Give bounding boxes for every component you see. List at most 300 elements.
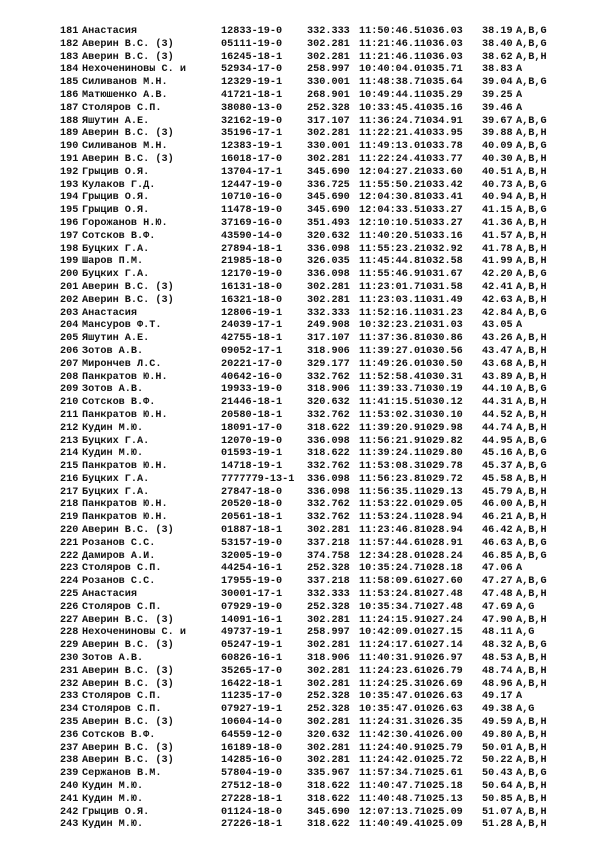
points: 40.94 xyxy=(482,192,513,204)
categories: A,B,H xyxy=(516,678,547,690)
points: 43.26 xyxy=(482,333,513,345)
fancier-name: Буцких Г.А. xyxy=(82,435,150,447)
fancier-name: Сержанов В.М. xyxy=(82,768,162,780)
arrival-time: 11:39:33.7 xyxy=(359,384,421,396)
categories: A,B,H xyxy=(516,294,547,306)
row-number: 228 xyxy=(60,627,79,639)
speed: 1031.58 xyxy=(420,281,463,293)
categories: A,B,H xyxy=(516,51,547,63)
categories: A,B,H xyxy=(516,345,547,357)
points: 51.28 xyxy=(482,819,513,831)
categories: A,B,H xyxy=(516,128,547,140)
points: 44.74 xyxy=(482,422,513,434)
points: 48.74 xyxy=(482,665,513,677)
arrival-time: 11:56:35.1 xyxy=(359,486,421,498)
fancier-name: Буцких Г.А. xyxy=(82,473,150,485)
ring-number: 44254-16-1 xyxy=(221,563,283,575)
speed: 1035.16 xyxy=(420,102,463,114)
arrival-time: 11:57:44.6 xyxy=(359,537,421,549)
arrival-time: 11:53:24.1 xyxy=(359,512,421,524)
categories: A,B,G xyxy=(516,461,547,473)
distance: 318.622 xyxy=(307,448,350,460)
arrival-time: 10:42:09.0 xyxy=(359,627,421,639)
categories: A,B,H xyxy=(516,525,547,537)
row-number: 185 xyxy=(60,77,79,89)
row-number: 226 xyxy=(60,601,79,613)
fancier-name: Аверин В.С. (3) xyxy=(82,294,174,306)
arrival-time: 12:34:28.0 xyxy=(359,550,421,562)
categories: A,B,G xyxy=(516,640,547,652)
points: 47.27 xyxy=(482,576,513,588)
distance: 252.328 xyxy=(307,601,350,613)
categories: A,B,H xyxy=(516,217,547,229)
ring-number: 32005-19-0 xyxy=(221,550,283,562)
points: 39.25 xyxy=(482,89,513,101)
categories: A xyxy=(516,563,523,575)
points: 47.48 xyxy=(482,589,513,601)
categories: A,B,H xyxy=(516,371,547,383)
fancier-name: Столяров С.П. xyxy=(82,601,162,613)
speed: 1030.19 xyxy=(420,384,463,396)
row-number: 181 xyxy=(60,26,79,37)
categories: A,B,H xyxy=(516,243,547,255)
ring-number: 01593-19-1 xyxy=(221,448,283,460)
arrival-time: 12:04:30.8 xyxy=(359,192,421,204)
points: 42.84 xyxy=(482,307,513,319)
fancier-name: Нехочениновы С. и xyxy=(82,64,186,76)
fancier-name: Аверин В.С. (3) xyxy=(82,755,174,767)
ring-number: 35196-17-1 xyxy=(221,128,283,140)
fancier-name: Аверин В.С. (3) xyxy=(82,717,174,729)
row-number: 207 xyxy=(60,358,79,370)
points: 39.67 xyxy=(482,115,513,127)
distance: 318.622 xyxy=(307,422,350,434)
ring-number: 12447-19-0 xyxy=(221,179,283,191)
row-number: 203 xyxy=(60,307,79,319)
fancier-name: Шаров П.М. xyxy=(82,256,144,268)
categories: A,G xyxy=(516,704,535,716)
points: 40.51 xyxy=(482,166,513,178)
speed: 1030.31 xyxy=(420,371,463,383)
arrival-time: 11:24:25.3 xyxy=(359,678,421,690)
distance: 302.281 xyxy=(307,665,350,677)
fancier-name: Зотов А.В. xyxy=(82,653,144,665)
categories: A,B,G xyxy=(516,576,547,588)
arrival-time: 11:24:17.6 xyxy=(359,640,421,652)
categories: A xyxy=(516,320,523,332)
arrival-time: 11:52:16.1 xyxy=(359,307,421,319)
row-number: 184 xyxy=(60,64,79,76)
distance: 302.281 xyxy=(307,525,350,537)
row-number: 201 xyxy=(60,281,79,293)
fancier-name: Яшутин А.Е. xyxy=(82,333,150,345)
fancier-name: Панкратов Ю.Н. xyxy=(82,499,168,511)
fancier-name: Столяров С.П. xyxy=(82,102,162,114)
ring-number: 18091-17-0 xyxy=(221,422,283,434)
ring-number: 40642-16-0 xyxy=(221,371,283,383)
speed: 1029.72 xyxy=(420,473,463,485)
row-number: 219 xyxy=(60,512,79,524)
ring-number: 49737-19-1 xyxy=(221,627,283,639)
fancier-name: Нехочениновы С. и xyxy=(82,627,186,639)
distance: 336.098 xyxy=(307,473,350,485)
row-number: 192 xyxy=(60,166,79,178)
ring-number: 05247-19-1 xyxy=(221,640,283,652)
arrival-time: 11:56:23.8 xyxy=(359,473,421,485)
categories: A,B,G xyxy=(516,307,547,319)
speed: 1030.86 xyxy=(420,333,463,345)
ring-number: 07929-19-0 xyxy=(221,601,283,613)
fancier-name: Аверин В.С. (3) xyxy=(82,51,174,63)
row-number: 200 xyxy=(60,269,79,281)
points: 41.78 xyxy=(482,243,513,255)
distance: 258.997 xyxy=(307,64,350,76)
arrival-time: 11:55:23.2 xyxy=(359,243,421,255)
speed: 1025.72 xyxy=(420,755,463,767)
distance: 252.328 xyxy=(307,704,350,716)
categories: A,B,H xyxy=(516,512,547,524)
row-number: 237 xyxy=(60,742,79,754)
categories: A,B,H xyxy=(516,409,547,421)
speed: 1036.03 xyxy=(420,26,463,37)
row-number: 220 xyxy=(60,525,79,537)
distance: 337.218 xyxy=(307,576,350,588)
fancier-name: Анастасия xyxy=(82,307,138,319)
distance: 302.281 xyxy=(307,38,350,50)
arrival-time: 11:24:31.3 xyxy=(359,717,421,729)
points: 50.85 xyxy=(482,793,513,805)
row-number: 236 xyxy=(60,729,79,741)
categories: A,B,G xyxy=(516,448,547,460)
speed: 1025.79 xyxy=(420,742,463,754)
row-number: 230 xyxy=(60,653,79,665)
row-number: 189 xyxy=(60,128,79,140)
distance: 336.725 xyxy=(307,179,350,191)
ring-number: 16189-18-0 xyxy=(221,742,283,754)
points: 42.41 xyxy=(482,281,513,293)
arrival-time: 11:24:15.9 xyxy=(359,614,421,626)
arrival-time: 11:50:46.5 xyxy=(359,26,421,37)
row-number: 182 xyxy=(60,38,79,50)
distance: 345.690 xyxy=(307,192,350,204)
categories: A,B,H xyxy=(516,742,547,754)
distance: 332.762 xyxy=(307,512,350,524)
speed: 1033.60 xyxy=(420,166,463,178)
categories: A xyxy=(516,64,523,76)
speed: 1029.05 xyxy=(420,499,463,511)
distance: 252.328 xyxy=(307,691,350,703)
points: 47.69 xyxy=(482,601,513,613)
arrival-time: 11:24:42.0 xyxy=(359,755,421,767)
row-number: 240 xyxy=(60,781,79,793)
points: 46.21 xyxy=(482,512,513,524)
row-number: 242 xyxy=(60,806,79,818)
distance: 337.218 xyxy=(307,537,350,549)
distance: 335.967 xyxy=(307,768,350,780)
ring-number: 12383-19-1 xyxy=(221,141,283,153)
row-number: 222 xyxy=(60,550,79,562)
points: 38.62 xyxy=(482,51,513,63)
speed: 1031.67 xyxy=(420,269,463,281)
arrival-time: 11:57:34.7 xyxy=(359,768,421,780)
speed: 1028.24 xyxy=(420,550,463,562)
points: 48.32 xyxy=(482,640,513,652)
fancier-name: Панкратов Ю.Н. xyxy=(82,512,168,524)
speed: 1035.29 xyxy=(420,89,463,101)
categories: A,B,G xyxy=(516,550,547,562)
categories: A,B,H xyxy=(516,486,547,498)
categories: A,B,H xyxy=(516,499,547,511)
speed: 1027.48 xyxy=(420,601,463,613)
fancier-name: Силиванов М.Н. xyxy=(82,141,168,153)
distance: 320.632 xyxy=(307,230,350,242)
points: 47.90 xyxy=(482,614,513,626)
ring-number: 53157-19-0 xyxy=(221,537,283,549)
distance: 302.281 xyxy=(307,755,350,767)
points: 44.95 xyxy=(482,435,513,447)
ring-number: 11478-19-0 xyxy=(221,205,283,217)
points: 39.04 xyxy=(482,77,513,89)
distance: 345.690 xyxy=(307,806,350,818)
row-number: 214 xyxy=(60,448,79,460)
speed: 1026.00 xyxy=(420,729,463,741)
row-number: 206 xyxy=(60,345,79,357)
points: 48.53 xyxy=(482,653,513,665)
arrival-time: 11:40:31.9 xyxy=(359,653,421,665)
row-number: 193 xyxy=(60,179,79,191)
categories: A,B,H xyxy=(516,333,547,345)
ring-number: 7777779-13-1 xyxy=(221,473,295,485)
fancier-name: Столяров С.П. xyxy=(82,704,162,716)
distance: 332.762 xyxy=(307,371,350,383)
categories: A,B,H xyxy=(516,153,547,165)
points: 44.10 xyxy=(482,384,513,396)
arrival-time: 11:55:46.9 xyxy=(359,269,421,281)
ring-number: 32162-19-0 xyxy=(221,115,283,127)
ring-number: 16321-18-0 xyxy=(221,294,283,306)
fancier-name: Аверин В.С. (3) xyxy=(82,640,174,652)
row-number: 188 xyxy=(60,115,79,127)
points: 50.64 xyxy=(482,781,513,793)
distance: 302.281 xyxy=(307,640,350,652)
fancier-name: Розанов С.С. xyxy=(82,537,156,549)
distance: 332.333 xyxy=(307,26,350,37)
ring-number: 20580-18-1 xyxy=(221,409,283,421)
fancier-name: Силиванов М.Н. xyxy=(82,77,168,89)
distance: 332.762 xyxy=(307,409,350,421)
speed: 1030.56 xyxy=(420,345,463,357)
points: 46.63 xyxy=(482,537,513,549)
speed: 1033.42 xyxy=(420,179,463,191)
points: 50.43 xyxy=(482,768,513,780)
arrival-time: 12:04:27.2 xyxy=(359,166,421,178)
points: 48.96 xyxy=(482,678,513,690)
ring-number: 16131-18-0 xyxy=(221,281,283,293)
points: 40.73 xyxy=(482,179,513,191)
points: 44.52 xyxy=(482,409,513,421)
categories: A,B,H xyxy=(516,589,547,601)
distance: 336.098 xyxy=(307,269,350,281)
ring-number: 21985-18-0 xyxy=(221,256,283,268)
fancier-name: Панкратов Ю.Н. xyxy=(82,409,168,421)
fancier-name: Аверин В.С. (3) xyxy=(82,665,174,677)
row-number: 212 xyxy=(60,422,79,434)
arrival-time: 10:35:34.7 xyxy=(359,601,421,613)
row-number: 232 xyxy=(60,678,79,690)
row-number: 209 xyxy=(60,384,79,396)
points: 41.57 xyxy=(482,230,513,242)
distance: 329.177 xyxy=(307,358,350,370)
distance: 258.997 xyxy=(307,627,350,639)
categories: A,B,G xyxy=(516,141,547,153)
fancier-name: Панкратов Ю.Н. xyxy=(82,461,168,473)
ring-number: 20561-18-1 xyxy=(221,512,283,524)
row-number: 204 xyxy=(60,320,79,332)
fancier-name: Дамиров А.И. xyxy=(82,550,156,562)
row-number: 229 xyxy=(60,640,79,652)
arrival-time: 11:39:27.0 xyxy=(359,345,421,357)
arrival-time: 11:41:15.5 xyxy=(359,397,421,409)
speed: 1027.15 xyxy=(420,627,463,639)
arrival-time: 11:21:46.1 xyxy=(359,51,421,63)
arrival-time: 11:45:44.8 xyxy=(359,256,421,268)
arrival-time: 11:23:01.7 xyxy=(359,281,421,293)
points: 41.36 xyxy=(482,217,513,229)
arrival-time: 11:49:26.0 xyxy=(359,358,421,370)
categories: A,B,G xyxy=(516,179,547,191)
ring-number: 27847-18-0 xyxy=(221,486,283,498)
distance: 332.762 xyxy=(307,499,350,511)
fancier-name: Анастасия xyxy=(82,26,138,37)
ring-number: 41721-18-1 xyxy=(221,89,283,101)
arrival-time: 11:58:09.6 xyxy=(359,576,421,588)
ring-number: 07927-19-1 xyxy=(221,704,283,716)
fancier-name: Матюшенко А.В. xyxy=(82,89,168,101)
speed: 1027.14 xyxy=(420,640,463,652)
arrival-time: 11:40:48.7 xyxy=(359,793,421,805)
arrival-time: 12:04:33.5 xyxy=(359,205,421,217)
points: 43.47 xyxy=(482,345,513,357)
categories: A,B,H xyxy=(516,781,547,793)
fancier-name: Буцких Г.А. xyxy=(82,243,150,255)
categories: A,B,G xyxy=(516,38,547,50)
ring-number: 16018-17-0 xyxy=(221,153,283,165)
ring-number: 52934-17-0 xyxy=(221,64,283,76)
categories: A,B,G xyxy=(516,77,547,89)
ring-number: 20221-17-0 xyxy=(221,358,283,370)
fancier-name: Сотсков В.Ф. xyxy=(82,397,156,409)
categories: A,B,G xyxy=(516,26,547,37)
arrival-time: 10:49:44.1 xyxy=(359,89,421,101)
distance: 318.906 xyxy=(307,345,350,357)
row-number: 241 xyxy=(60,793,79,805)
categories: A,B,H xyxy=(516,166,547,178)
row-number: 215 xyxy=(60,461,79,473)
fancier-name: Грыцив О.Я. xyxy=(82,205,150,217)
ring-number: 14718-19-1 xyxy=(221,461,283,473)
ring-number: 19933-19-0 xyxy=(221,384,283,396)
ring-number: 01887-18-1 xyxy=(221,525,283,537)
points: 38.19 xyxy=(482,26,513,37)
arrival-time: 11:52:58.4 xyxy=(359,371,421,383)
categories: A,B,H xyxy=(516,397,547,409)
fancier-name: Столяров С.П. xyxy=(82,563,162,575)
fancier-name: Кудин М.Ю. xyxy=(82,422,144,434)
speed: 1025.09 xyxy=(420,819,463,831)
fancier-name: Яшутин А.Е. xyxy=(82,115,150,127)
distance: 252.328 xyxy=(307,563,350,575)
ring-number: 38080-13-0 xyxy=(221,102,283,114)
ring-number: 16245-18-1 xyxy=(221,51,283,63)
ring-number: 64559-12-0 xyxy=(221,729,283,741)
row-number: 195 xyxy=(60,205,79,217)
fancier-name: Мансуров Ф.Т. xyxy=(82,320,162,332)
ring-number: 10604-14-0 xyxy=(221,717,283,729)
points: 41.15 xyxy=(482,205,513,217)
arrival-time: 10:32:23.2 xyxy=(359,320,421,332)
speed: 1031.03 xyxy=(420,320,463,332)
distance: 318.906 xyxy=(307,653,350,665)
ring-number: 14091-16-1 xyxy=(221,614,283,626)
distance: 320.632 xyxy=(307,729,350,741)
categories: A,B,H xyxy=(516,230,547,242)
row-number: 224 xyxy=(60,576,79,588)
row-number: 238 xyxy=(60,755,79,767)
distance: 317.107 xyxy=(307,333,350,345)
distance: 345.690 xyxy=(307,205,350,217)
arrival-time: 11:53:24.8 xyxy=(359,589,421,601)
distance: 302.281 xyxy=(307,742,350,754)
fancier-name: Грыцив О.Я. xyxy=(82,806,150,818)
fancier-name: Аверин В.С. (3) xyxy=(82,128,174,140)
ring-number: 09052-17-1 xyxy=(221,345,283,357)
distance: 268.901 xyxy=(307,89,350,101)
speed: 1027.48 xyxy=(420,589,463,601)
fancier-name: Буцких Г.А. xyxy=(82,269,150,281)
fancier-name: Аверин В.С. (3) xyxy=(82,281,174,293)
ring-number: 27894-18-1 xyxy=(221,243,283,255)
ring-number: 20520-18-0 xyxy=(221,499,283,511)
fancier-name: Зотов А.В. xyxy=(82,345,144,357)
categories: A,B,H xyxy=(516,665,547,677)
points: 49.59 xyxy=(482,717,513,729)
distance: 318.622 xyxy=(307,781,350,793)
speed: 1029.78 xyxy=(420,461,463,473)
distance: 332.333 xyxy=(307,307,350,319)
row-number: 210 xyxy=(60,397,79,409)
row-number: 199 xyxy=(60,256,79,268)
categories: A,B,H xyxy=(516,755,547,767)
arrival-time: 12:10:10.5 xyxy=(359,217,421,229)
ring-number: 14285-16-0 xyxy=(221,755,283,767)
arrival-time: 11:21:46.1 xyxy=(359,38,421,50)
arrival-time: 11:42:30.4 xyxy=(359,729,421,741)
points: 44.31 xyxy=(482,397,513,409)
categories: A,B,G xyxy=(516,435,547,447)
row-number: 243 xyxy=(60,819,79,831)
distance: 326.035 xyxy=(307,256,350,268)
distance: 345.690 xyxy=(307,166,350,178)
speed: 1025.13 xyxy=(420,793,463,805)
fancier-name: Кулаков Г.Д. xyxy=(82,179,156,191)
row-number: 225 xyxy=(60,589,79,601)
arrival-time: 11:53:22.0 xyxy=(359,499,421,511)
arrival-time: 12:07:13.7 xyxy=(359,806,421,818)
row-number: 202 xyxy=(60,294,79,306)
points: 43.89 xyxy=(482,371,513,383)
speed: 1033.27 xyxy=(420,205,463,217)
row-number: 196 xyxy=(60,217,79,229)
